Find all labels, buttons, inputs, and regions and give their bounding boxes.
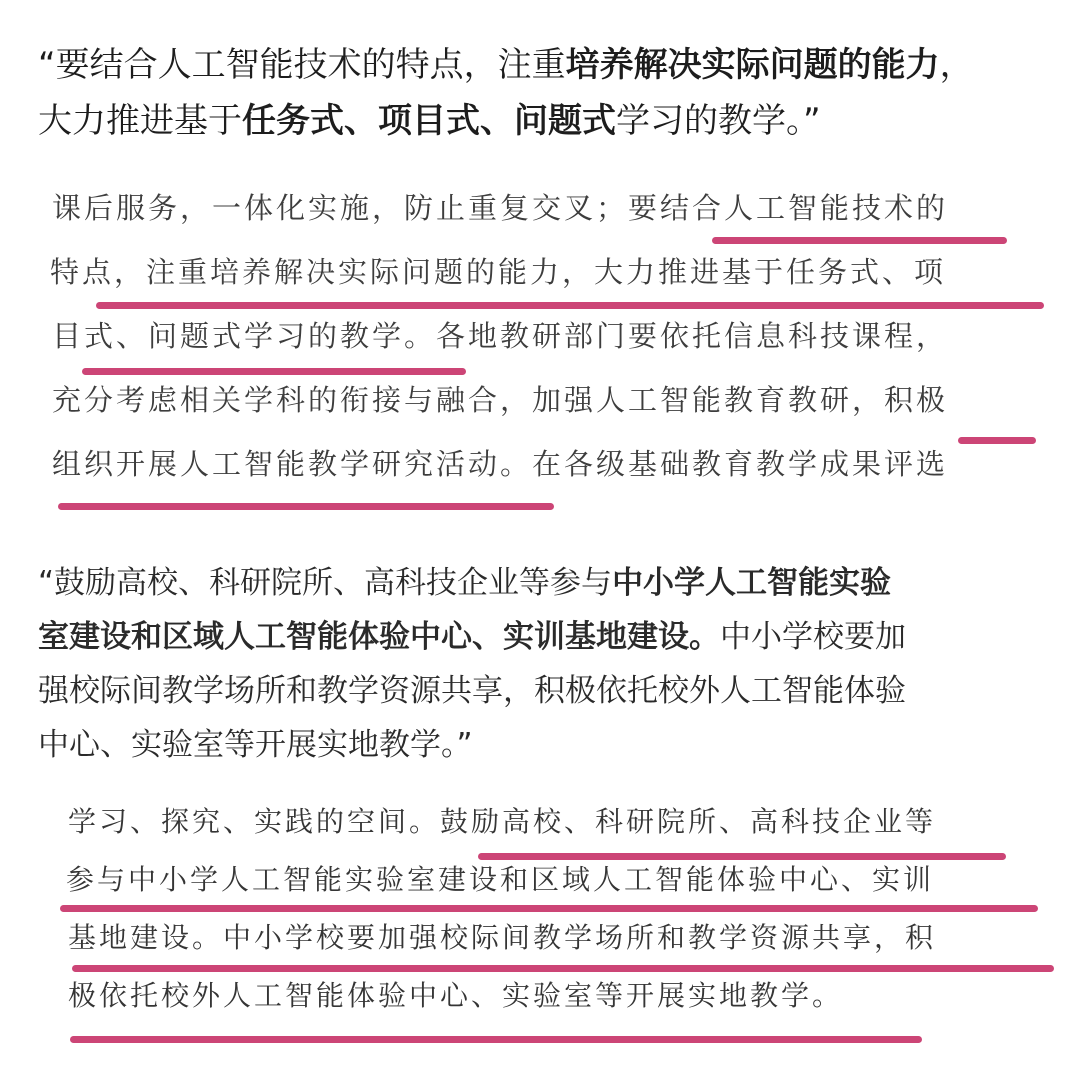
quote-2-line-2: [38, 610, 906, 664]
quote-2-line-1-text: “鼓励高校、科研院所、高科技企业等参与: [38, 565, 613, 601]
quote-2-line-1-emphasis: 中小学人工智能实验: [612, 565, 892, 601]
quote-2-line-1: [38, 556, 891, 610]
quote-2-line-3: 强校际间教学场所和教学资源共享，积极依托校外人工智能体验: [38, 673, 906, 709]
quote-1-line-2-end: 学习的教学。”: [616, 101, 821, 141]
excerpt-1-line: 充分考虑相关学科的衔接与融合，加强人工智能教育教研，积极: [52, 383, 949, 417]
excerpt-2-line: 学习、探究、实践的空间。鼓励高校、科研院所、高科技企业等: [68, 805, 937, 838]
highlight-underline: [478, 853, 1006, 860]
excerpt-1-line: 目式、问题式学习的教学。各地教研部门要依托信息科技课程，: [52, 319, 949, 353]
highlight-underline: [712, 237, 1007, 244]
excerpt-2-line: 参与中小学人工智能实验室建设和区域人工智能体验中心、实训: [66, 863, 935, 896]
excerpt-1-line: 组织开展人工智能教学研究活动。在各级基础教育教学成果评选: [52, 447, 949, 481]
highlight-underline: [58, 503, 554, 510]
highlight-underline: [60, 905, 1038, 912]
excerpt-1-line: 特点，注重培养解决实际问题的能力，大力推进基于任务式、项: [50, 255, 947, 289]
quote-1-line-2-text: 大力推进基于: [38, 101, 242, 141]
highlight-underline: [958, 437, 1036, 444]
quote-1-line-1-emphasis: 培养解决实际问题的能力: [565, 45, 940, 85]
quote-2-line-2-text: 中小学校要加: [720, 619, 906, 655]
quote-1-line-1: [38, 40, 974, 90]
highlight-underline: [70, 1036, 922, 1043]
excerpt-2-line: 极依托校外人工智能体验中心、实验室等开展实地教学。: [68, 979, 844, 1012]
quote-1-line-1-end: ，: [939, 45, 974, 85]
excerpt-2-line: 基地建设。中小学校要加强校际间教学场所和教学资源共享，积: [68, 921, 937, 954]
excerpt-1-line: 课后服务，一体化实施，防止重复交叉；要结合人工智能技术的: [52, 191, 949, 225]
highlight-underline: [72, 965, 1054, 972]
quote-2-line-4: 中心、实验室等开展实地教学。”: [38, 727, 473, 763]
quote-1-line-1-text: “要结合人工智能技术的特点，注重: [38, 45, 566, 85]
highlight-underline: [96, 302, 1044, 309]
quote-2-line-2-emphasis: 室建设和区域人工智能体验中心、实训基地建设。: [38, 619, 720, 655]
quote-1-line-2-emphasis: 任务式、项目式、问题式: [242, 101, 616, 141]
quote-1-line-2: [38, 96, 821, 146]
highlight-underline: [82, 368, 466, 375]
